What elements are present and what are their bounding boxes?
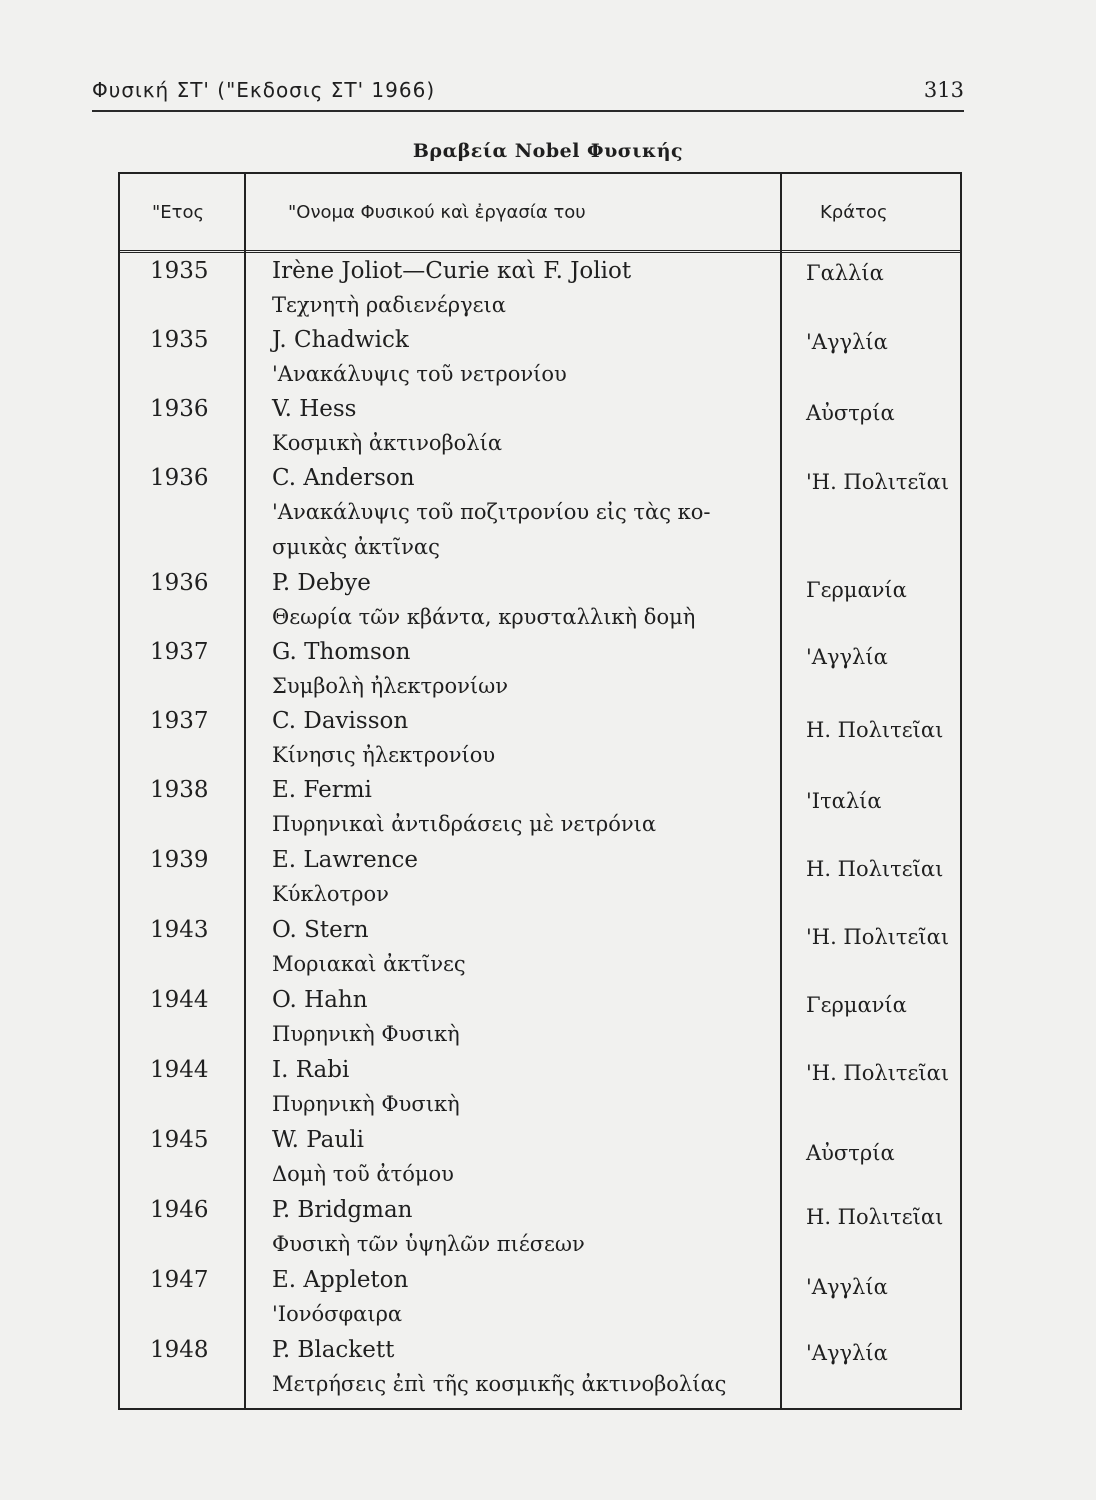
table-row <box>120 1267 964 1337</box>
table-row <box>120 396 964 466</box>
work-description: Τεχνητὴ ραδιενέργεια <box>272 293 506 317</box>
country-cell: Αὐστρία <box>806 401 895 425</box>
country-cell: 'Η. Πολιτεῖαι <box>806 1061 950 1085</box>
table-row <box>120 777 964 847</box>
year-cell: 1939 <box>150 847 209 873</box>
year-cell: 1947 <box>150 1267 209 1293</box>
work-description: Δομὴ τοῦ ἀτόμου <box>272 1162 454 1186</box>
physicist-name: W. Pauli <box>272 1127 364 1153</box>
year-cell: 1936 <box>150 570 209 596</box>
physicist-name: J. Chadwick <box>272 327 409 353</box>
table-row <box>120 258 964 328</box>
physicist-name: E. Fermi <box>272 777 372 803</box>
physicist-name: C. Anderson <box>272 465 415 491</box>
table-row <box>120 1057 964 1127</box>
year-cell: 1936 <box>150 396 209 422</box>
work-description: Μετρήσεις ἐπὶ τῆς κοσμικῆς ἀκτινοβολίας <box>272 1372 727 1396</box>
physicist-name: P. Debye <box>272 570 371 596</box>
year-cell: 1946 <box>150 1197 209 1223</box>
work-description: Κοσμικὴ ἀκτινοβολία <box>272 431 503 455</box>
work-description: Συμβολὴ ἠλεκτρονίων <box>272 674 509 698</box>
physicist-name: I. Rabi <box>272 1057 350 1083</box>
year-cell: 1935 <box>150 258 209 284</box>
work-description: 'Ιονόσφαιρα <box>272 1302 403 1326</box>
table-row <box>120 465 964 570</box>
year-cell: 1938 <box>150 777 209 803</box>
table-row <box>120 917 964 987</box>
year-cell: 1935 <box>150 327 209 353</box>
year-cell: 1945 <box>150 1127 209 1153</box>
work-description: Πυρηνικὴ Φυσικὴ <box>272 1022 460 1046</box>
header-rule <box>120 250 960 253</box>
work-description: 'Ανακάλυψις τοῦ νετρονίου <box>272 362 567 386</box>
country-cell: 'Αγγλία <box>806 645 888 669</box>
table-row <box>120 987 964 1057</box>
country-cell: Γερμανία <box>806 993 907 1017</box>
column-header-name: "Ονομα Φυσικού καὶ ἐργασία του <box>288 202 586 223</box>
table-row <box>120 570 964 640</box>
year-cell: 1944 <box>150 987 209 1013</box>
table-row <box>120 1127 964 1197</box>
country-cell: 'Αγγλία <box>806 1275 888 1299</box>
nobel-table <box>118 172 962 1410</box>
year-cell: 1944 <box>150 1057 209 1083</box>
work-description: Μοριακαὶ ἀκτῖνες <box>272 952 466 976</box>
work-description: Κύκλοτρον <box>272 882 389 906</box>
country-cell: 'Αγγλία <box>806 1341 888 1365</box>
country-cell: Η. Πολιτεῖαι <box>806 857 944 881</box>
physicist-name: E. Appleton <box>272 1267 409 1293</box>
work-description: Θεωρία τῶν κβάντα, κρυσταλλικὴ δομὴ <box>272 605 696 629</box>
physicist-name: P. Blackett <box>272 1337 395 1363</box>
table-title: Βραβεία Nobel Φυσικής <box>412 140 684 162</box>
table-row <box>120 327 964 397</box>
table-row <box>120 847 964 917</box>
running-title: Φυσική ΣΤ' ("Εκδοσις ΣΤ' 1966) <box>92 78 436 102</box>
country-cell: Αὐστρία <box>806 1141 895 1165</box>
column-header-country: Κράτος <box>820 202 888 223</box>
physicist-name: O. Stern <box>272 917 369 943</box>
country-cell: Γαλλία <box>806 261 884 285</box>
country-cell: Η. Πολιτεῖαι <box>806 1205 944 1229</box>
year-cell: 1943 <box>150 917 209 943</box>
physicist-name: P. Bridgman <box>272 1197 413 1223</box>
table-row <box>120 1337 964 1407</box>
physicist-name: Irène Joliot—Curie καὶ F. Joliot <box>272 258 632 284</box>
country-cell: 'Αγγλία <box>806 330 888 354</box>
work-description: Φυσικὴ τῶν ὑψηλῶν πιέσεων <box>272 1232 585 1256</box>
work-description: 'Ανακάλυψις τοῦ ποζιτρονίου εἰς τὰς κο- <box>272 500 711 524</box>
table-row <box>120 708 964 778</box>
year-cell: 1948 <box>150 1337 209 1363</box>
work-description: Πυρηνικαὶ ἀντιδράσεις μὲ νετρόνια <box>272 812 657 836</box>
physicist-name: G. Thomson <box>272 639 411 665</box>
country-cell: 'Η. Πολιτεῖαι <box>806 470 950 494</box>
year-cell: 1936 <box>150 465 209 491</box>
country-cell: Γερμανία <box>806 578 907 602</box>
physicist-name: O. Hahn <box>272 987 368 1013</box>
year-cell: 1937 <box>150 639 209 665</box>
country-cell: Η. Πολιτεῖαι <box>806 718 944 742</box>
column-header-year: "Ετος <box>152 202 205 223</box>
country-cell: 'Η. Πολιτεῖαι <box>806 925 950 949</box>
work-description: Πυρηνικὴ Φυσικὴ <box>272 1092 460 1116</box>
table-row <box>120 639 964 709</box>
country-cell: 'Ιταλία <box>806 789 882 813</box>
physicist-name: C. Davisson <box>272 708 409 734</box>
page-header <box>92 76 964 112</box>
page-number: 313 <box>923 78 964 102</box>
table-row <box>120 1197 964 1267</box>
work-description-continued: σμικὰς ἀκτῖνας <box>272 535 440 559</box>
work-description: Κίνησις ἠλεκτρονίου <box>272 743 496 767</box>
year-cell: 1937 <box>150 708 209 734</box>
physicist-name: V. Hess <box>272 396 357 422</box>
physicist-name: E. Lawrence <box>272 847 418 873</box>
